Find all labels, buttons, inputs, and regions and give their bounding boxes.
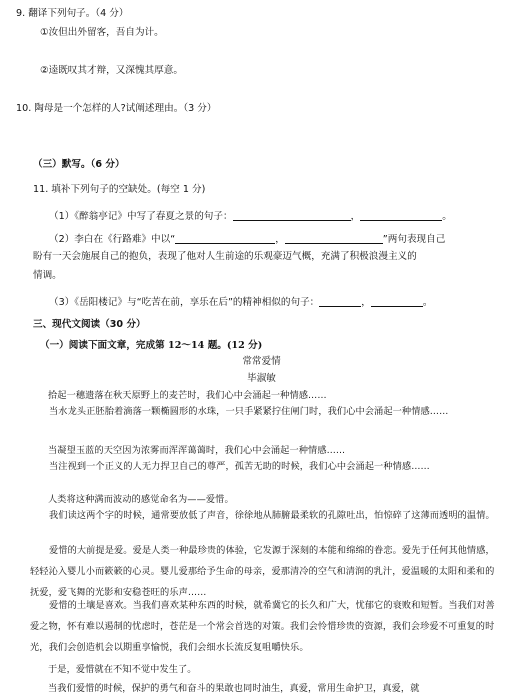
article-paragraph: 于是，爱惜就在不知不觉中发生了。 bbox=[48, 664, 197, 675]
answer-blank[interactable] bbox=[233, 210, 351, 221]
answer-blank[interactable] bbox=[371, 296, 423, 307]
answer-blank[interactable] bbox=[285, 233, 383, 244]
article-paragraph: 我们读这两个字的时候，通常要放低了声音，徐徐地从肺腑最柔软的孔隙吐出，怕惊碎了这薄而透明的温情。 bbox=[49, 510, 495, 521]
article-paragraph: 当我们爱惜的时候，保护的勇气和奋斗的果敢也同时油生，真爱，常用生命护卫，真爱，就 bbox=[48, 683, 420, 694]
q11-item-2-line-2: 盼有一天会施展自己的抱负，表现了他对人生前途的乐观豪迈气概，充满了积极浪漫主义的 bbox=[33, 251, 417, 262]
article-title: 常常爱情 bbox=[242, 356, 281, 367]
article-paragraph: 爱惜的土壤是喜欢。当我们喜欢某种东西的时候，就希冀它的长久和广大，忧郁它的衰败和短暂。当我们对善爱之物，怀有难以遏制的忧虑时，苍茫是一个常会首选的对策。我们会怜惜珍贵的资源，我们会珍爱不可重复的时光，我们会创造机会以期重享愉悦，我们会细水长流反复咀嚼快乐。 bbox=[30, 600, 495, 653]
q11-heading: 11. 填补下列句子的空缺处。(每空 1 分) bbox=[33, 184, 206, 195]
article-paragraph: 爱惜的大前提是爱。爱是人类一种最珍贵的体验，它发源于深刻的本能和绵绵的眷恋。爱先于任何其他情感，轻轻沁入婴儿小而簌簌的心灵。婴儿爱那给予生命的母亲，爱那清冷的空气和清润的乳汁，爱温暖的太阳和柔和的抚爱，爱飞舞的光影和安稳苍旺的乐声…… bbox=[30, 545, 495, 598]
answer-blank[interactable] bbox=[360, 210, 442, 221]
q9-item-2: ②逵既叹其才辩，又深愧其厚意。 bbox=[40, 65, 183, 76]
section-3-heading: （三）默写。（6 分） bbox=[33, 159, 125, 170]
article-paragraph: 当凝望玉蓝的天空因为浓雾而浑浑蔼蔼时，我们心中会涌起一种情感…… bbox=[48, 445, 346, 456]
answer-blank[interactable] bbox=[175, 233, 275, 244]
q9-heading: 9. 翻译下列句子。（4 分） bbox=[16, 8, 129, 19]
answer-blank[interactable] bbox=[319, 296, 361, 307]
article-paragraph: 当注视到一个正义的人无力捍卫自己的尊严，孤苦无助的时候，我们心中会涌起一种情感…… bbox=[49, 461, 430, 472]
article-paragraph: 拾起一穗遗落在秋天原野上的麦芒时，我们心中会涌起一种情感…… bbox=[48, 390, 327, 401]
q11-item-1: （1）《醉翁亭记》中写了春夏之景的句子： ， 。 bbox=[49, 211, 452, 222]
article-paragraph: 当水龙头正胚胎着滴落一颗椭圆形的水珠，一只手紧紧拧住闸门时，我们心中会涌起一种情感…… bbox=[49, 406, 449, 417]
reading-instruction: （一）阅读下面文章，完成第 12～14 题。(12 分) bbox=[40, 340, 263, 351]
q10-text: 10. 陶母是一个怎样的人?试阐述理由。（3 分） bbox=[16, 103, 217, 114]
article-paragraph: 人类将这种满而波动的感觉命名为——爱惜。 bbox=[48, 494, 234, 505]
q11-item-2-line-1: （2）李白在《行路难》中以“ ， ”两句表现自己 bbox=[49, 234, 446, 245]
q9-item-1: ①汝但出外留客，吾自为计。 bbox=[40, 27, 164, 38]
section-modern-reading-heading: 三、现代文阅读（30 分） bbox=[33, 319, 146, 330]
article-author: 毕淑敏 bbox=[247, 373, 276, 384]
q11-item-2-line-3: 情调。 bbox=[33, 270, 62, 281]
q11-item-3: （3）《岳阳楼记》与“吃苦在前，享乐在后”的精神相似的句子： ， 。 bbox=[49, 297, 433, 308]
